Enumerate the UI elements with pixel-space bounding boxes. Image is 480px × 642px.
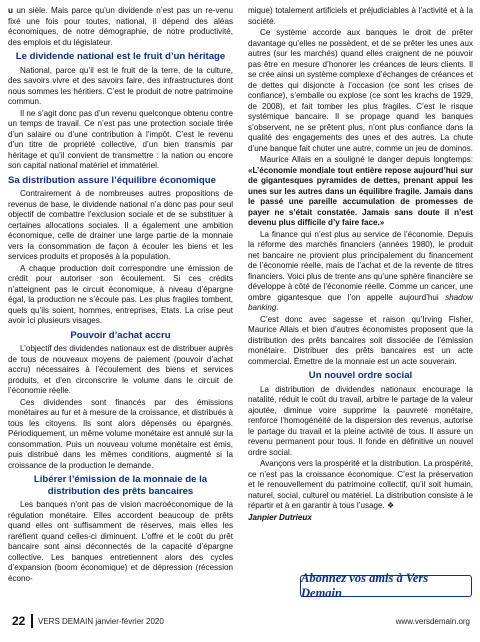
author-signature: Janpier Dutrieux <box>248 512 312 522</box>
allais-quote: «L’économie mondiale tout entière repose aujourd’hui sur de gigantesques pyramides de dettes, prenant appui les unes sur les autres dans un équilibre fragile. Jamais dans le passé une pareille accumulation de promesses de payer ne s’était constatée. Jamais sans doute il n’est devenu plus difficile d’y faire face.» <box>248 165 473 227</box>
paragraph: Il ne s’agit donc pas d’un revenu quelconque obtenu contre un temps de travail. Ce n’est pas une protection sociale tirée d’un salaire ou d’une contribution à l’impôt. C’est le revenu d’un titre de propriété collective, d’un bien transmis par héritage et qu’il convient de transmettre : la nation ou encore son capital national matériel et immatériel. <box>8 108 233 170</box>
page-footer <box>0 612 480 634</box>
paragraph: A chaque production doit correspondre une émission de crédit pour autoriser son écoulement. Si ces crédits n’atteignent pas le circuit économique, à niveau d’épargne égal, la production ne s’écoule pas. Les plus fragiles tombent, quels qu’ils soient, hommes, entreprises, Etats. La crise peut avoir ici plusieurs visages. <box>8 263 233 325</box>
issue-label: VERS DEMAIN janvier-février 2020 <box>38 617 164 626</box>
website-url: www.versdemain.org <box>395 617 470 626</box>
paragraph-text: La finance qui n’est plus au service de l’économie. Depuis la réforme des marchés financiers (années 1980), le produit net bancaire ne provient plus principalement du financement de l’économie réelle, mais de l’achat et de la revente de titres financiers. Voici plus de trente ans qu’une sphère financière se développe à côté de l’économie réelle. Comme un cancer, une ombre gigantesque que l’on appelle aujourd’hui <box>248 229 473 302</box>
paragraph: L’objectif des dividendes nationaux est de distribuer auprès de tous de nouveaux moyens de paiement (pouvoir d’achat accru) nécessaires à l’écoulement des biens et services produits, et d’en circonscrire le volume dans le circuit de l’économie réelle. <box>8 344 233 395</box>
paragraph-text: un sièle. Mais parce qu’un dividende n’est pas un re-venu fixé une fois pour toutes, national, il dépend des aléas économiques, de notre démographie, de notre productivité, des emplois et du législateur. <box>8 6 233 47</box>
right-column <box>248 6 473 524</box>
subscribe-banner: Abonnez vos amis à Vers Demain <box>300 575 472 597</box>
paragraph: La distribution de dividendes nationaux encourage la natalité, réduit le coût du travail, arbitre le partage de la valeur ajoutée, diminue voire supprime la pauvreté monétaire, renforce l’homogénéité de la dispersion des revenus, autorise le partage du travail et la pleine activité de tous. Il assure un revenu permanent pour tous. Il fonde en définitive un nouvel ordre social. <box>248 384 473 457</box>
paragraph: C’est donc avec sagesse et raison qu’Irving Fisher, Maurice Allais et bien d’autres économistes proposent que la distribution des prêts bancaires soit dissociée de l’émission monétaire. Distribuer des prêts bancaires est un acte commercial. Émettre de la monnaie est un acte souverain. <box>248 314 473 366</box>
section-heading: Un nouvel ordre social <box>308 370 413 381</box>
lead-letter: u <box>8 6 13 15</box>
paragraph: Ce système accorde aux banques le droit de prêter davantage qu’elles ne possèdent, et de se prêter les unes aux autres (sur les marchés) quand elles craignent de ne pouvoir pas être en mesure d’honorer les créances de leurs clients. Il se crée ainsi un système complexe d’échanges de créances et de dettes qui disjoncte à l’occasion (ce sont les crises de confiance), s’emballe ou explose (ce sont les krachs de 1929, de 2008), et fait tomber les plus fragiles. C’est le risque systémique bancaire. Il se propage quand les banques s’observent, ne se prêtent plus, n’ont plus confiance dans la qualité des engagements des unes et des autres. La chute d’une banque fait chuter une autre, comme un jeu de dominos. <box>248 28 473 153</box>
paragraph: National, parce qu’il est le fruit de la terre, de la culture, des savoirs vivre et des savoirs faire, des infrastructures dont nous sommes les héritiers. C’est le produit de notre patrimoine commun. <box>8 65 233 106</box>
left-column <box>8 6 233 585</box>
section-heading: Pouvoir d’achat accru <box>70 329 171 341</box>
paragraph <box>248 155 473 229</box>
paragraph: Les banques n’ont pas de vision macroéconomique de la régulation monétaire. Elles accordent beaucoup de prêts quand elles ont suffisamment de réserves, mais elles les raréfient quand celles-ci diminuent. L’offre et le coût du prêt bancaire sont ainsi déconnectés de la capacité d’épargne collective. Les banques entretiennent alors des cycles d’expansion (boom économique) et de dépression (récession écono- <box>8 500 233 583</box>
page-number: 22 <box>12 614 26 628</box>
paragraph <box>8 6 233 48</box>
paragraph: Avançons vers la prospérité et la distribution. La prospérité, ce n’est pas la croissance économique. C’est la préservation et le renouvellement du patrimoine collectif, qu’il soit humain, naturel, social, culturel ou matériel. La distribution consiste à le répartir et à en garantir à tous l’usage. ❖ <box>248 459 473 510</box>
paragraph: mique) totalement artificiels et préjudiciables à l’activité et à la société. <box>248 6 473 26</box>
paragraph: Ces dividendes sont financés par des émissions monétaires au fur et à mesure de la croissance, et distribués à tous les citoyens. Ils sont alors dépensés ou épargnés. Périodiquement, un même volume monétaire est annulé sur la consommation. Puis un nouveau volume monétaire est émis, puis distribué dans les mêmes conditions, augmenté si la croissance de la production le demande. <box>8 397 233 470</box>
paragraph-text: Maurice Allais en a souligné le danger depuis longtemps: <box>260 155 473 164</box>
footer-divider <box>31 614 33 628</box>
paragraph: Contrairement à de nombreuses autres propositions de revenus de base, le dividende national n’a donc pas pour seul objectif de combattre l’exclusion sociale et de se substituer à certaines allocations sociales. Il a également une ambition économique, celle de drainer une large partie de la monnaie vers la consommation de façon à écouler les biens et les services produits et proposés à la population. <box>8 189 233 261</box>
paragraph <box>248 230 473 314</box>
section-heading: Le dividende national est le fruit d’un héritage <box>15 51 226 62</box>
punctuation: . <box>276 303 279 312</box>
section-heading: Libérer l’émission de la monnaie de la distribution des prêts bancaires <box>33 474 208 497</box>
section-heading: Sa distribution assure l’équilibre économique <box>8 174 216 186</box>
emphasis-term: shadow banking <box>248 292 473 312</box>
